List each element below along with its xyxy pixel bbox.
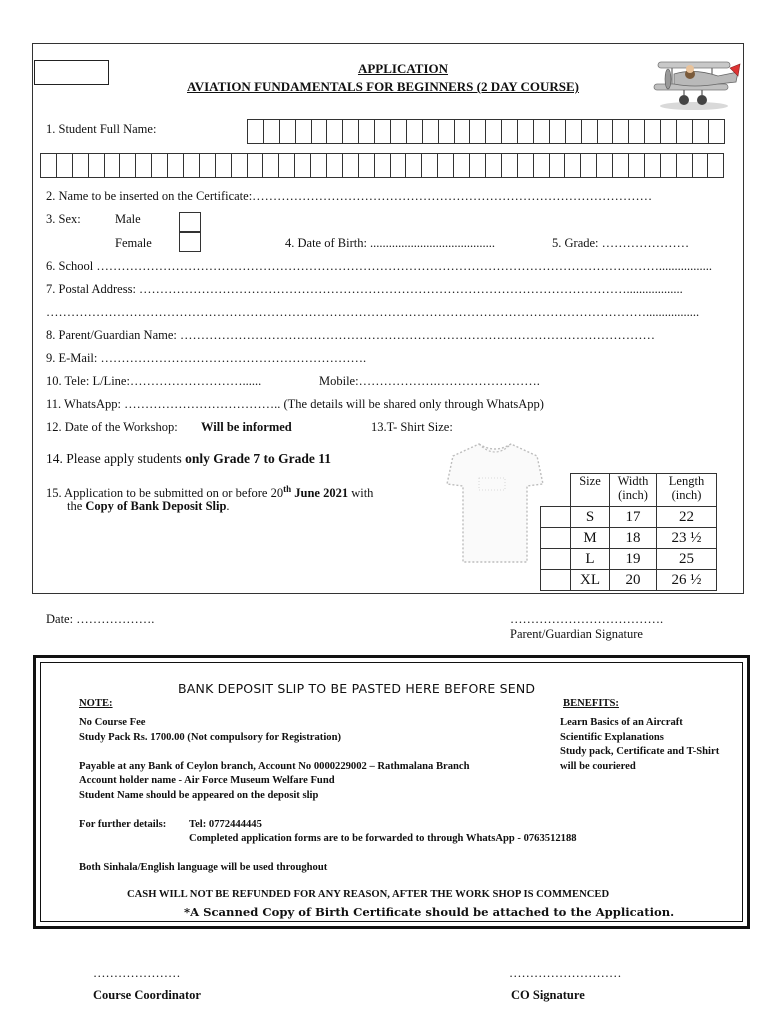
grade-field[interactable]: 5. Grade: ………………… — [552, 236, 690, 250]
co-signature-line[interactable]: ……………………… — [509, 966, 622, 980]
coordinator-signature-line[interactable]: ………………… — [93, 966, 181, 980]
name-letter-box[interactable] — [598, 120, 614, 143]
postal-address-field[interactable]: 7. Postal Address: ……………………………………………………………………………………………………….................. — [46, 282, 683, 296]
benefit-item: Study pack, Certificate and T-Shirt — [560, 746, 720, 757]
name-letter-box[interactable] — [248, 120, 264, 143]
benefit-item: Scientific Explanations — [560, 732, 664, 743]
name-letter-box[interactable] — [423, 120, 439, 143]
name-letter-box[interactable] — [327, 154, 343, 177]
payable-note: Payable at any Bank of Ceylon branch, Account No 0000229002 – Rathmalana Branch — [79, 761, 470, 772]
width-header-line2: (inch) — [618, 488, 648, 502]
certificate-name-field[interactable]: 2. Name to be inserted on the Certificate:…………………………………………………………………………………… — [46, 189, 653, 203]
submission-with: with — [351, 486, 374, 501]
name-letter-box[interactable] — [645, 154, 661, 177]
name-letter-box[interactable] — [264, 120, 280, 143]
landline-field[interactable]: 10. Tele: L/Line:………………………...... — [46, 374, 262, 388]
name-letter-box[interactable] — [693, 120, 709, 143]
width-cell: 17 — [610, 507, 657, 528]
name-letter-box[interactable] — [645, 120, 661, 143]
size-cell: M — [571, 528, 610, 549]
course-title: AVIATION FUNDAMENTALS FOR BEGINNERS (2 DAY COURSE) — [187, 79, 579, 94]
postal-address-line2[interactable]: ………………………………………………………………………………………………………………………………................. — [46, 305, 700, 319]
student-name-label: 1. Student Full Name: — [46, 122, 157, 136]
name-letter-box[interactable] — [550, 120, 566, 143]
name-letter-box[interactable] — [343, 154, 359, 177]
length-cell: 22 — [657, 507, 717, 528]
name-letter-box[interactable] — [184, 154, 200, 177]
submission-sup: th — [283, 484, 292, 494]
size-row — [541, 549, 717, 570]
tshirt-icon — [445, 440, 545, 566]
co-signature-label: CO Signature — [511, 988, 585, 1002]
name-letter-box[interactable] — [375, 154, 391, 177]
parent-signature-line[interactable]: ………………………………. — [510, 612, 664, 626]
coordinator-label: Course Coordinator — [93, 988, 201, 1002]
tshirt-size-label: 13.T- Shirt Size: — [371, 420, 453, 434]
name-letter-box[interactable] — [470, 120, 486, 143]
size-row — [541, 570, 717, 591]
name-letter-box[interactable] — [375, 120, 391, 143]
workshop-date-value: Will be informed — [201, 420, 292, 434]
length-cell: 23 ½ — [657, 528, 717, 549]
name-letter-box[interactable] — [279, 154, 295, 177]
length-cell: 26 ½ — [657, 570, 717, 591]
email-field[interactable]: 9. E-Mail: ………………………………………………………. — [46, 351, 367, 365]
name-letter-box[interactable] — [613, 154, 629, 177]
no-fee-note: No Course Fee — [79, 717, 146, 728]
size-header: Size — [571, 474, 610, 507]
name-letter-box[interactable] — [486, 154, 502, 177]
width-cell: 19 — [610, 549, 657, 570]
name-letter-box[interactable] — [406, 154, 422, 177]
size-cell: L — [571, 549, 610, 570]
name-letter-box[interactable] — [565, 154, 581, 177]
grade-note-prefix: 14. Please apply students — [46, 451, 182, 466]
language-note: Both Sinhala/English language will be used throughout — [79, 862, 328, 873]
name-letter-box[interactable] — [391, 120, 407, 143]
name-letter-box[interactable] — [693, 154, 709, 177]
name-letter-box[interactable] — [486, 120, 502, 143]
name-letter-box[interactable] — [455, 120, 471, 143]
name-letter-box[interactable] — [327, 120, 343, 143]
submission-note-line2 — [67, 499, 230, 514]
size-row — [541, 507, 717, 528]
name-letter-box[interactable] — [295, 154, 311, 177]
name-letter-box[interactable] — [581, 154, 597, 177]
student-name-grid-1[interactable] — [247, 119, 725, 144]
refund-warning: CASH WILL NOT BE REFUNDED FOR ANY REASON, AFTER THE WORK SHOP IS COMMENCED — [127, 889, 610, 900]
birth-certificate-note: *A Scanned Copy of Birth Certificate should be attached to the Application. — [184, 905, 675, 919]
submission-end: . — [226, 499, 230, 513]
name-letter-box[interactable] — [263, 154, 279, 177]
name-letter-box[interactable] — [312, 120, 328, 143]
submission-prefix: 15. Application to be submitted on or before 20 — [46, 486, 284, 501]
width-header — [610, 474, 657, 507]
name-letter-box[interactable] — [661, 154, 677, 177]
name-letter-box[interactable] — [120, 154, 136, 177]
name-letter-box[interactable] — [422, 154, 438, 177]
name-letter-box[interactable] — [629, 154, 645, 177]
name-letter-box[interactable] — [136, 154, 152, 177]
biplane-icon — [646, 56, 742, 114]
name-letter-box[interactable] — [248, 154, 264, 177]
student-name-grid-2[interactable] — [40, 153, 724, 178]
name-letter-box[interactable] — [677, 120, 693, 143]
name-letter-box[interactable] — [359, 120, 375, 143]
benefit-item: Learn Basics of an Aircraft — [560, 717, 683, 728]
name-letter-box[interactable] — [518, 120, 534, 143]
name-letter-box[interactable] — [105, 154, 121, 177]
slip-heading: BANK DEPOSIT SLIP TO BE PASTED HERE BEFORE SEND — [178, 681, 536, 696]
sex-label: 3. Sex: — [46, 212, 81, 226]
name-letter-box[interactable] — [709, 120, 725, 143]
date-of-birth-field[interactable]: 4. Date of Birth: ........................................ — [285, 236, 496, 250]
name-letter-box[interactable] — [280, 120, 296, 143]
name-letter-box[interactable] — [216, 154, 232, 177]
name-letter-box[interactable] — [502, 120, 518, 143]
name-letter-box[interactable] — [439, 120, 455, 143]
name-letter-box[interactable] — [73, 154, 89, 177]
name-letter-box[interactable] — [550, 154, 566, 177]
benefits-label: BENEFITS: — [563, 698, 619, 709]
name-letter-box[interactable] — [152, 154, 168, 177]
parent-signature-label: Parent/Guardian Signature — [510, 627, 643, 641]
submission-bold: Copy of Bank Deposit Slip — [85, 499, 227, 513]
width-cell: 20 — [610, 570, 657, 591]
school-field[interactable]: 6. School ………………………………………………………………………………………………………………………................. — [46, 259, 712, 273]
name-letter-box[interactable] — [438, 154, 454, 177]
workshop-date-label: 12. Date of the Workshop: — [46, 420, 178, 434]
mobile-field[interactable]: Mobile:……………….……………………. — [319, 374, 540, 388]
name-letter-box[interactable] — [359, 154, 375, 177]
tshirt-size-table — [540, 473, 717, 591]
name-letter-box[interactable] — [343, 120, 359, 143]
length-header — [657, 474, 717, 507]
name-letter-box[interactable] — [613, 120, 629, 143]
name-letter-box[interactable] — [200, 154, 216, 177]
benefit-item: will be couriered — [560, 761, 636, 772]
name-letter-box[interactable] — [502, 154, 518, 177]
sex-male-label: Male — [115, 212, 141, 226]
size-row — [541, 528, 717, 549]
name-letter-box[interactable] — [391, 154, 407, 177]
contact-tel: Tel: 0772444445 — [189, 819, 262, 830]
name-letter-box[interactable] — [470, 154, 486, 177]
form-title: APPLICATION — [357, 61, 449, 76]
name-letter-box[interactable] — [582, 120, 598, 143]
parent-name-field[interactable]: 8. Parent/Guardian Name: …………………………………………………………………………………………………… — [46, 328, 655, 342]
length-cell: 25 — [657, 549, 717, 570]
name-letter-box[interactable] — [629, 120, 645, 143]
grade-eligibility-note — [46, 451, 331, 467]
student-name-slip-note: Student Name should be appeared on the deposit slip — [79, 790, 319, 801]
office-use-box — [34, 60, 109, 85]
name-letter-box[interactable] — [89, 154, 105, 177]
account-holder-note: Account holder name - Air Force Museum Welfare Fund — [79, 775, 335, 786]
name-letter-box[interactable] — [41, 154, 57, 177]
name-letter-box[interactable] — [661, 120, 677, 143]
size-cell: XL — [571, 570, 610, 591]
grade-note-bold: only Grade 7 to Grade 11 — [185, 451, 331, 466]
study-pack-note: Study Pack Rs. 1700.00 (Not compulsory for Registration) — [79, 732, 341, 743]
whatsapp-forward-note: Completed application forms are to be forwarded to through WhatsApp - 0763512188 — [189, 833, 577, 844]
size-cell: S — [571, 507, 610, 528]
name-letter-box[interactable] — [57, 154, 73, 177]
name-letter-box[interactable] — [566, 120, 582, 143]
name-letter-box[interactable] — [232, 154, 248, 177]
name-letter-box[interactable] — [407, 120, 423, 143]
length-header-line1: Length — [668, 474, 705, 488]
name-letter-box[interactable] — [708, 154, 724, 177]
name-letter-box[interactable] — [534, 120, 550, 143]
note-label: NOTE: — [79, 698, 113, 709]
name-letter-box[interactable] — [518, 154, 534, 177]
name-letter-box[interactable] — [454, 154, 470, 177]
name-letter-box[interactable] — [311, 154, 327, 177]
width-header-line1: Width — [617, 474, 649, 488]
name-letter-box[interactable] — [677, 154, 693, 177]
date-field[interactable]: Date: ………………. — [46, 612, 155, 626]
submission-the: the — [67, 499, 83, 513]
sex-female-label: Female — [115, 236, 152, 250]
name-letter-box[interactable] — [168, 154, 184, 177]
further-details-label: For further details: — [79, 819, 167, 830]
name-letter-box[interactable] — [296, 120, 312, 143]
submission-date: June 2021 — [294, 486, 349, 501]
name-letter-box[interactable] — [597, 154, 613, 177]
sex-female-checkbox[interactable] — [179, 232, 201, 252]
sex-male-checkbox[interactable] — [179, 212, 201, 232]
whatsapp-field[interactable]: 11. WhatsApp: ……………………………….. (The details will be shared only through WhatsApp) — [46, 397, 544, 411]
width-cell: 18 — [610, 528, 657, 549]
length-header-line2: (inch) — [671, 488, 702, 502]
name-letter-box[interactable] — [534, 154, 550, 177]
